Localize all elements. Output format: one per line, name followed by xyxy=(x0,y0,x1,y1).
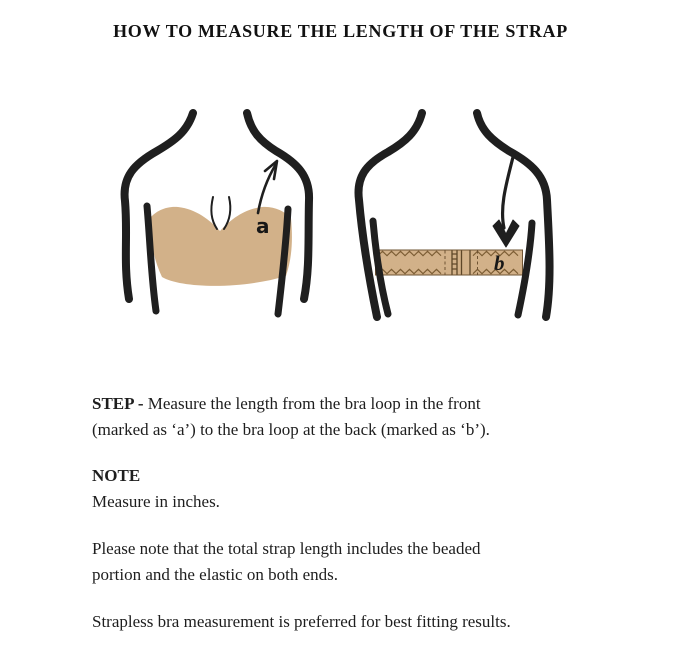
label-b: b xyxy=(494,251,505,275)
arrow-a-head xyxy=(265,161,277,179)
back-outline-right xyxy=(477,113,550,317)
step-paragraph xyxy=(92,391,657,443)
measurement-diagram xyxy=(0,100,681,350)
step-line-2: (marked as ‘a’) to the bra loop at the back (marked as ‘b’). xyxy=(92,420,490,439)
arrow-b-shaft xyxy=(503,153,514,228)
beaded-line-1: Please note that the total strap length includes the beaded xyxy=(92,539,481,558)
arrow-b-head xyxy=(493,220,519,247)
back-figure xyxy=(358,113,549,317)
arrow-a-shaft xyxy=(258,164,276,213)
note-label: NOTE xyxy=(92,466,141,485)
front-figure xyxy=(125,113,310,314)
strapless-bra-shape xyxy=(150,207,292,286)
beaded-paragraph xyxy=(92,536,657,588)
label-a: a xyxy=(256,214,270,238)
page-title: HOW TO MEASURE THE LENGTH OF THE STRAP xyxy=(113,21,568,41)
note-paragraph xyxy=(92,463,657,515)
note-text: Measure in inches. xyxy=(92,492,220,511)
back-outline-left xyxy=(358,113,422,317)
step-label: STEP - xyxy=(92,394,144,413)
beaded-line-2: portion and the elastic on both ends. xyxy=(92,565,338,584)
instruction-text xyxy=(92,391,657,635)
step-line-1: Measure the length from the bra loop in the front xyxy=(147,394,481,413)
strapless-paragraph: Strapless bra measurement is preferred for best fitting results. xyxy=(92,612,511,631)
